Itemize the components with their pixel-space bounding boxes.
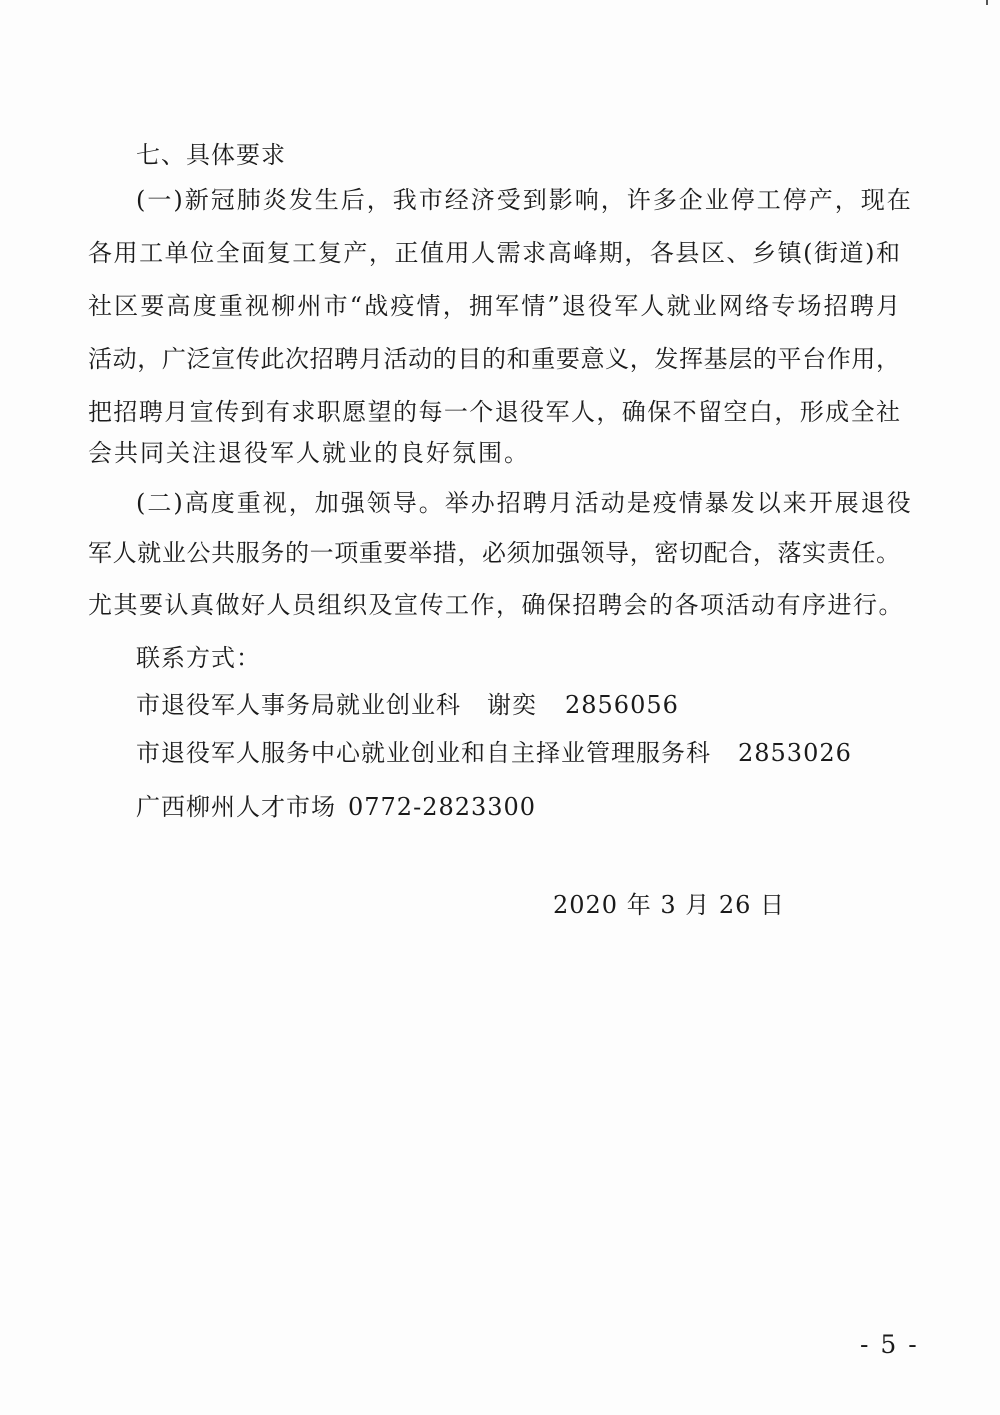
contact-org-2: 市退役军人服务中心就业创业和自主择业管理服务科 xyxy=(136,739,711,767)
para1-line-4: 活动，广泛宣传此次招聘月活动的目的和重要意义，发挥基层的平台作用， xyxy=(88,345,900,373)
scan-edge-mark xyxy=(986,0,988,5)
contact-phone-3: 0772-2823300 xyxy=(348,793,537,821)
contact-title: 联系方式： xyxy=(136,644,261,672)
contact-org-3: 广西柳州人才市场 xyxy=(136,793,336,821)
para1-line-6: 会共同关注退役军人就业的良好氛围。 xyxy=(88,439,530,467)
contact-phone-1: 2856056 xyxy=(565,691,679,719)
contact-person-1: 谢奕 xyxy=(487,691,537,719)
para2-line-3: 尤其要认真做好人员组织及宣传工作，确保招聘会的各项活动有序进行。 xyxy=(88,591,904,619)
para1-line-1: (一)新冠肺炎发生后，我市经济受到影响，许多企业停工停产，现在 xyxy=(136,186,913,214)
para1-line-3: 社区要高度重视柳州市“战疫情，拥军情”退役军人就业网络专场招聘月 xyxy=(88,292,900,320)
page-number: - 5 - xyxy=(860,1330,919,1359)
para1-line-5: 把招聘月宣传到有求职愿望的每一个退役军人，确保不留空白，形成全社 xyxy=(88,398,900,426)
contact-org-1: 市退役军人事务局就业创业科 xyxy=(136,691,461,719)
document-date: 2020 年 3 月 26 日 xyxy=(553,891,786,919)
section-heading: 七、具体要求 xyxy=(136,141,286,169)
para2-line-1: (二)高度重视，加强领导。举办招聘月活动是疫情暴发以来开展退役 xyxy=(136,489,913,517)
contact-phone-2: 2853026 xyxy=(738,739,852,767)
para2-line-2: 军人就业公共服务的一项重要举措，必须加强领导，密切配合，落实责任。 xyxy=(88,539,900,567)
para1-line-2: 各用工单位全面复工复产，正值用人需求高峰期，各县区、乡镇(街道)和 xyxy=(88,239,900,267)
